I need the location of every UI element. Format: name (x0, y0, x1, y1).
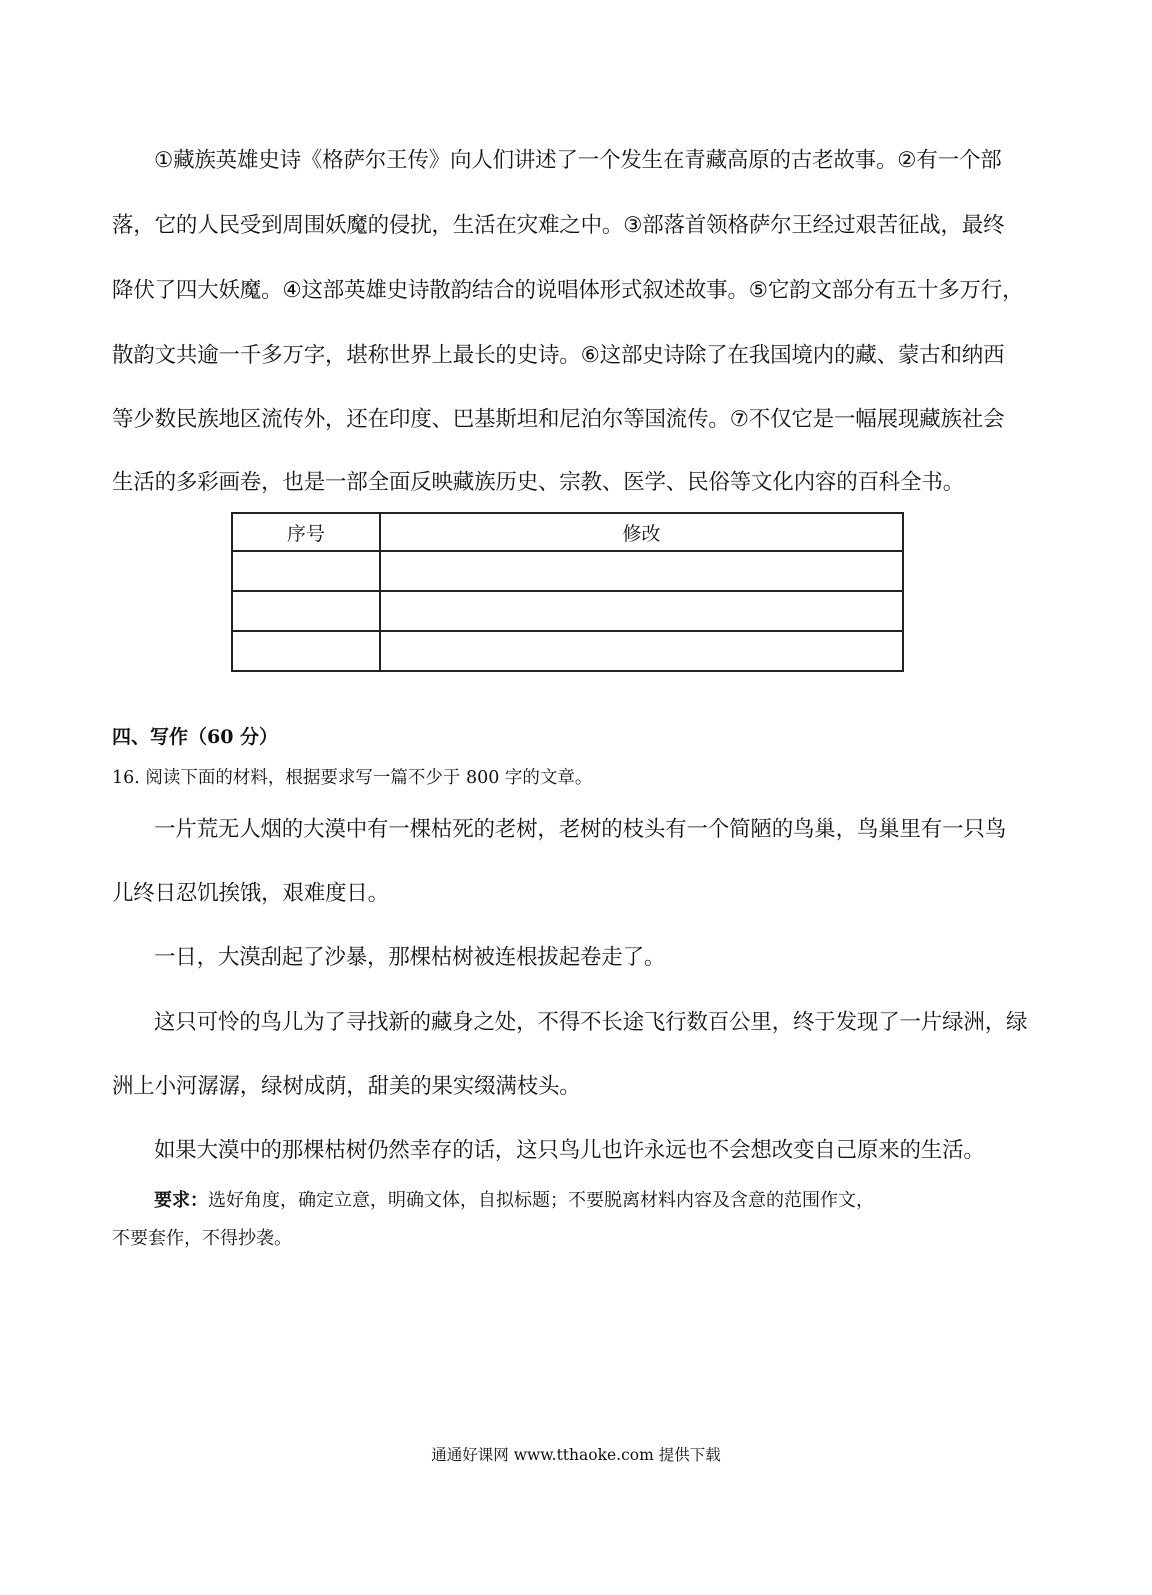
table-header-revision: 修改 (380, 513, 903, 551)
table-cell[interactable] (380, 551, 903, 591)
material-line: 儿终日忍饥挨饿，艰难度日。 (112, 881, 389, 906)
passage-line: 落，它的人民受到周围妖魔的侵扰，生活在灾难之中。③部落首领格萨尔王经过艰苦征战，最终 (112, 213, 1005, 238)
table-row (232, 591, 903, 631)
passage-line: ①藏族英雄史诗《格萨尔王传》向人们讲述了一个发生在青藏高原的古老故事。②有一个部 (154, 148, 1002, 173)
table-cell[interactable] (380, 591, 903, 631)
material-line: 洲上小河潺潺，绿树成荫，甜美的果实缀满枝头。 (112, 1074, 581, 1099)
table-row (232, 631, 903, 671)
requirement-line-2: 不要套作，不得抄袭。 (112, 1228, 292, 1249)
requirement-line (154, 1186, 1034, 1216)
material-line: 一日，大漠刮起了沙暴，那棵枯树被连根拔起卷走了。 (154, 945, 666, 970)
passage-line: 生活的多彩画卷，也是一部全面反映藏族历史、宗教、医学、民俗等文化内容的百科全书。 (112, 470, 965, 495)
passage-line: 降伏了四大妖魔。④这部英雄史诗散韵结合的说唱体形式叙述故事。⑤它韵文部分有五十多万行， (112, 278, 1024, 303)
table-cell[interactable] (380, 631, 903, 671)
material-line: 如果大漠中的那棵枯树仍然幸存的话，这只鸟儿也许永远也不会想改变自己原来的生活。 (154, 1138, 985, 1163)
passage-line: 等少数民族地区流传外，还在印度、巴基斯坦和尼泊尔等国流传。⑦不仅它是一幅展现藏族社会 (112, 407, 1005, 432)
material-line: 这只可怜的鸟儿为了寻找新的藏身之处，不得不长途飞行数百公里，终于发现了一片绿洲，绿 (154, 1010, 1028, 1035)
table-cell[interactable] (232, 551, 380, 591)
table-cell[interactable] (232, 591, 380, 631)
revision-table (231, 512, 904, 672)
table-row (232, 551, 903, 591)
table-header-row (232, 513, 903, 551)
passage-line: 散韵文共逾一千多万字，堪称世界上最长的史诗。⑥这部史诗除了在我国境内的藏、蒙古和纳西 (112, 343, 1005, 368)
material-line: 一片荒无人烟的大漠中有一棵枯死的老树，老树的枝头有一个简陋的鸟巢，鸟巢里有一只鸟 (154, 817, 1007, 842)
question-prompt: 16. 阅读下面的材料，根据要求写一篇不少于 800 字的文章。 (112, 768, 593, 788)
requirement-text: 选好角度，确定立意，明确文体，自拟标题；不要脱离材料内容及含意的范围作文， (208, 1190, 874, 1211)
footer: 通通好课网 www.tthaoke.com 提供下载 (431, 1446, 721, 1464)
table-header-number: 序号 (232, 513, 380, 551)
section-title: 四、写作（60 分） (112, 726, 279, 748)
table-cell[interactable] (232, 631, 380, 671)
requirement-label: 要求： (154, 1190, 208, 1211)
